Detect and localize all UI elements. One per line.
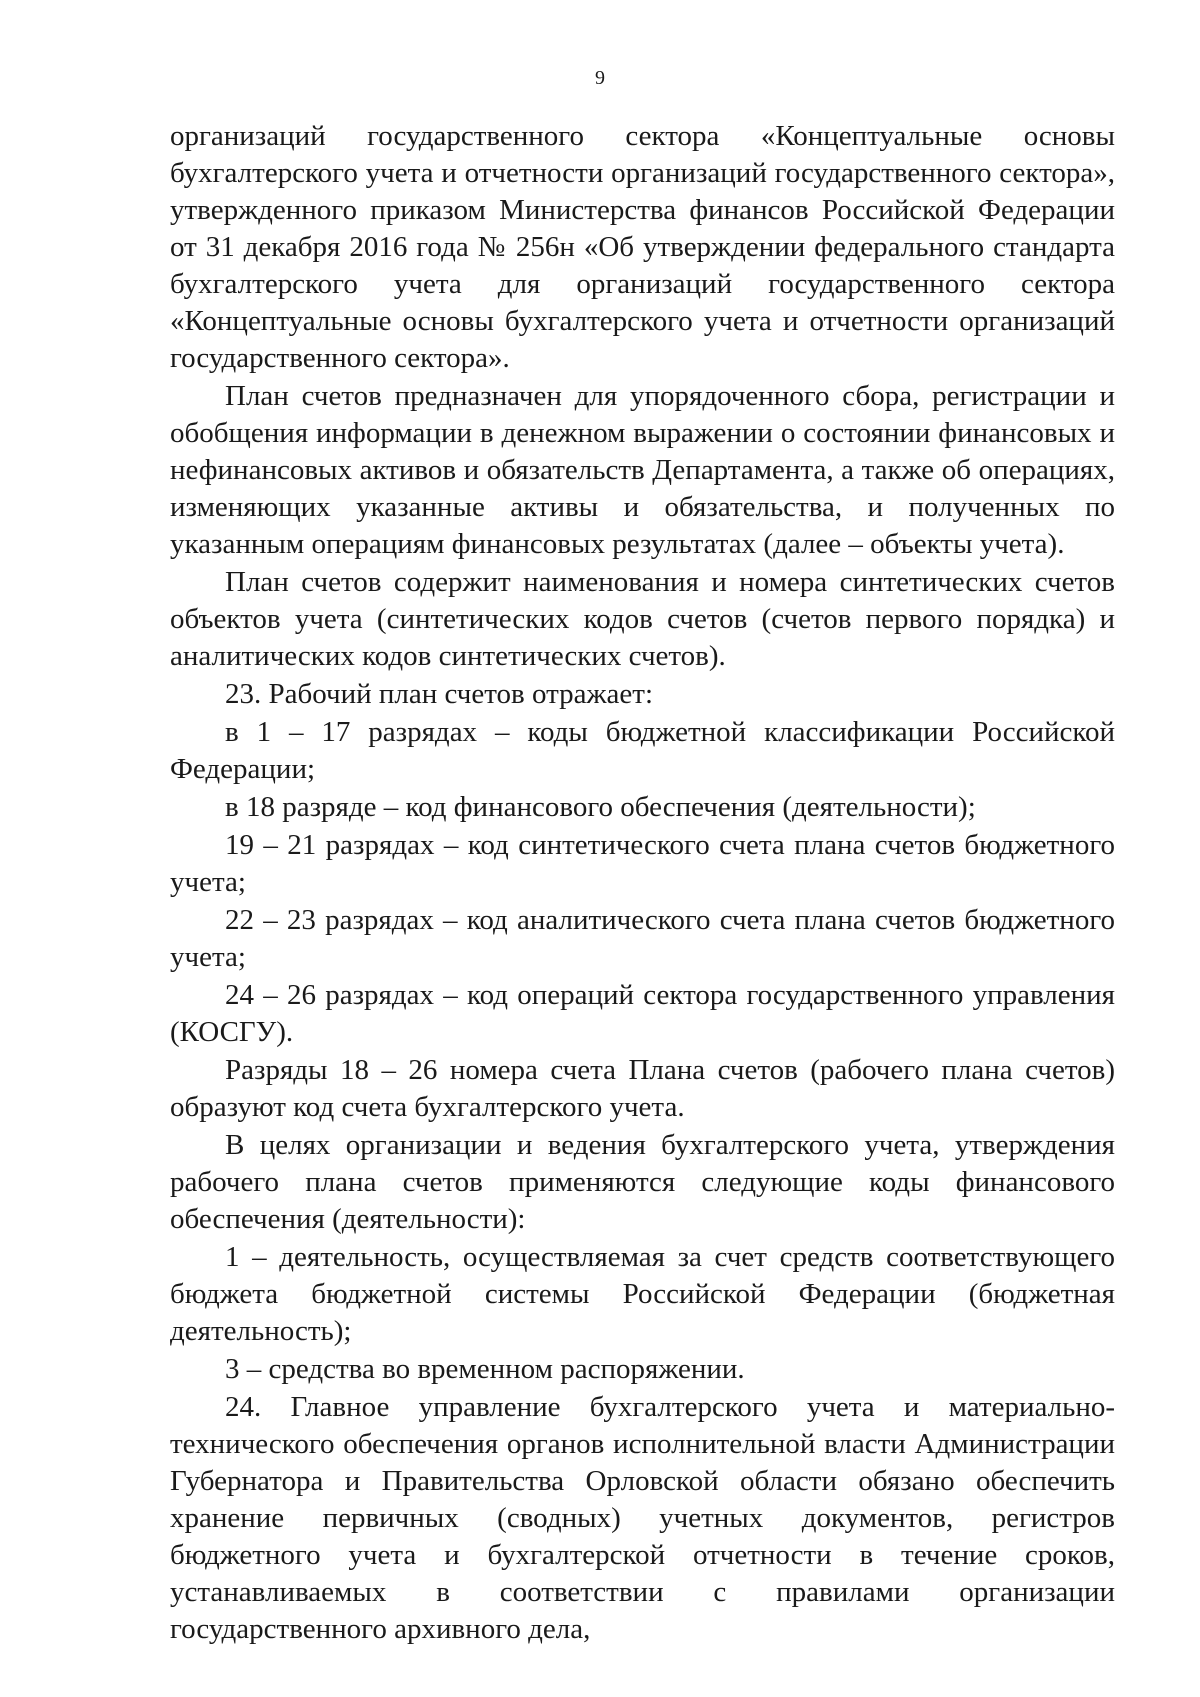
list-item: 3 – средства во временном распоряжении. [225,1353,745,1385]
page-number: 9 [595,67,605,89]
document-body [170,118,1115,1648]
list-item: в 18 разряде – код финансового обеспечения (деятельности); [225,791,976,823]
paragraph: План счетов предназначен для упорядоченного сбора, регистрации и обобщения информации в денежном выражении о состоянии финансовых и нефинансовых активов и обязательств Департамента, а также об операциях, изменяющих указанные активы и обязательства, и полученных по указанным операциям финансовых результатах (далее – объекты учета). [170,380,1115,560]
list-item: 19 – 21 разрядах – код синтетического счета плана счетов бюджетного учета; [170,829,1115,898]
paragraph: В целях организации и ведения бухгалтерского учета, утверждения рабочего плана счетов применяются следующие коды финансового обеспечения (деятельности): [170,1129,1115,1235]
list-item: в 1 – 17 разрядах – коды бюджетной классификации Российской Федерации; [170,716,1115,785]
section-paragraph-24: 24. Главное управление бухгалтерского учета и материально-технического обеспечения органов исполнительной власти Администрации Губернатора и Правительства Орловской области обязано обеспечить хранение первичных (сводных) учетных документов, регистров бюджетного учета и бухгалтерской отчетности в течение сроков, устанавливаемых в соответствии с правилами организации государственного архивного дела, [170,1391,1115,1645]
list-item: 1 – деятельность, осуществляемая за счет средств соответствующего бюджета бюджетной системы Российской Федерации (бюджетная деятельность); [170,1241,1115,1347]
list-item: 24 – 26 разрядах – код операций сектора государственного управления (КОСГУ). [170,979,1115,1048]
paragraph: Разряды 18 – 26 номера счета Плана счетов (рабочего плана счетов) образуют код счета бухгалтерского учета. [170,1054,1115,1123]
paragraph-continuation: организаций государственного сектора «Концептуальные основы бухгалтерского учета и отчетности организаций государственного сектора», утвержденного приказом Министерства финансов Российской Федерации от 31 декабря 2016 года № 256н «Об утверждении федерального стандарта бухгалтерского учета для организаций государственного сектора «Концептуальные основы бухгалтерского учета и отчетности организаций государственного сектора». [170,120,1115,374]
section-heading-23: 23. Рабочий план счетов отражает: [225,678,654,710]
paragraph: План счетов содержит наименования и номера синтетических счетов объектов учета (синтетических кодов счетов (счетов первого порядка) и аналитических кодов синтетических счетов). [170,566,1115,672]
list-item: 22 – 23 разрядах – код аналитического счета плана счетов бюджетного учета; [170,904,1115,973]
